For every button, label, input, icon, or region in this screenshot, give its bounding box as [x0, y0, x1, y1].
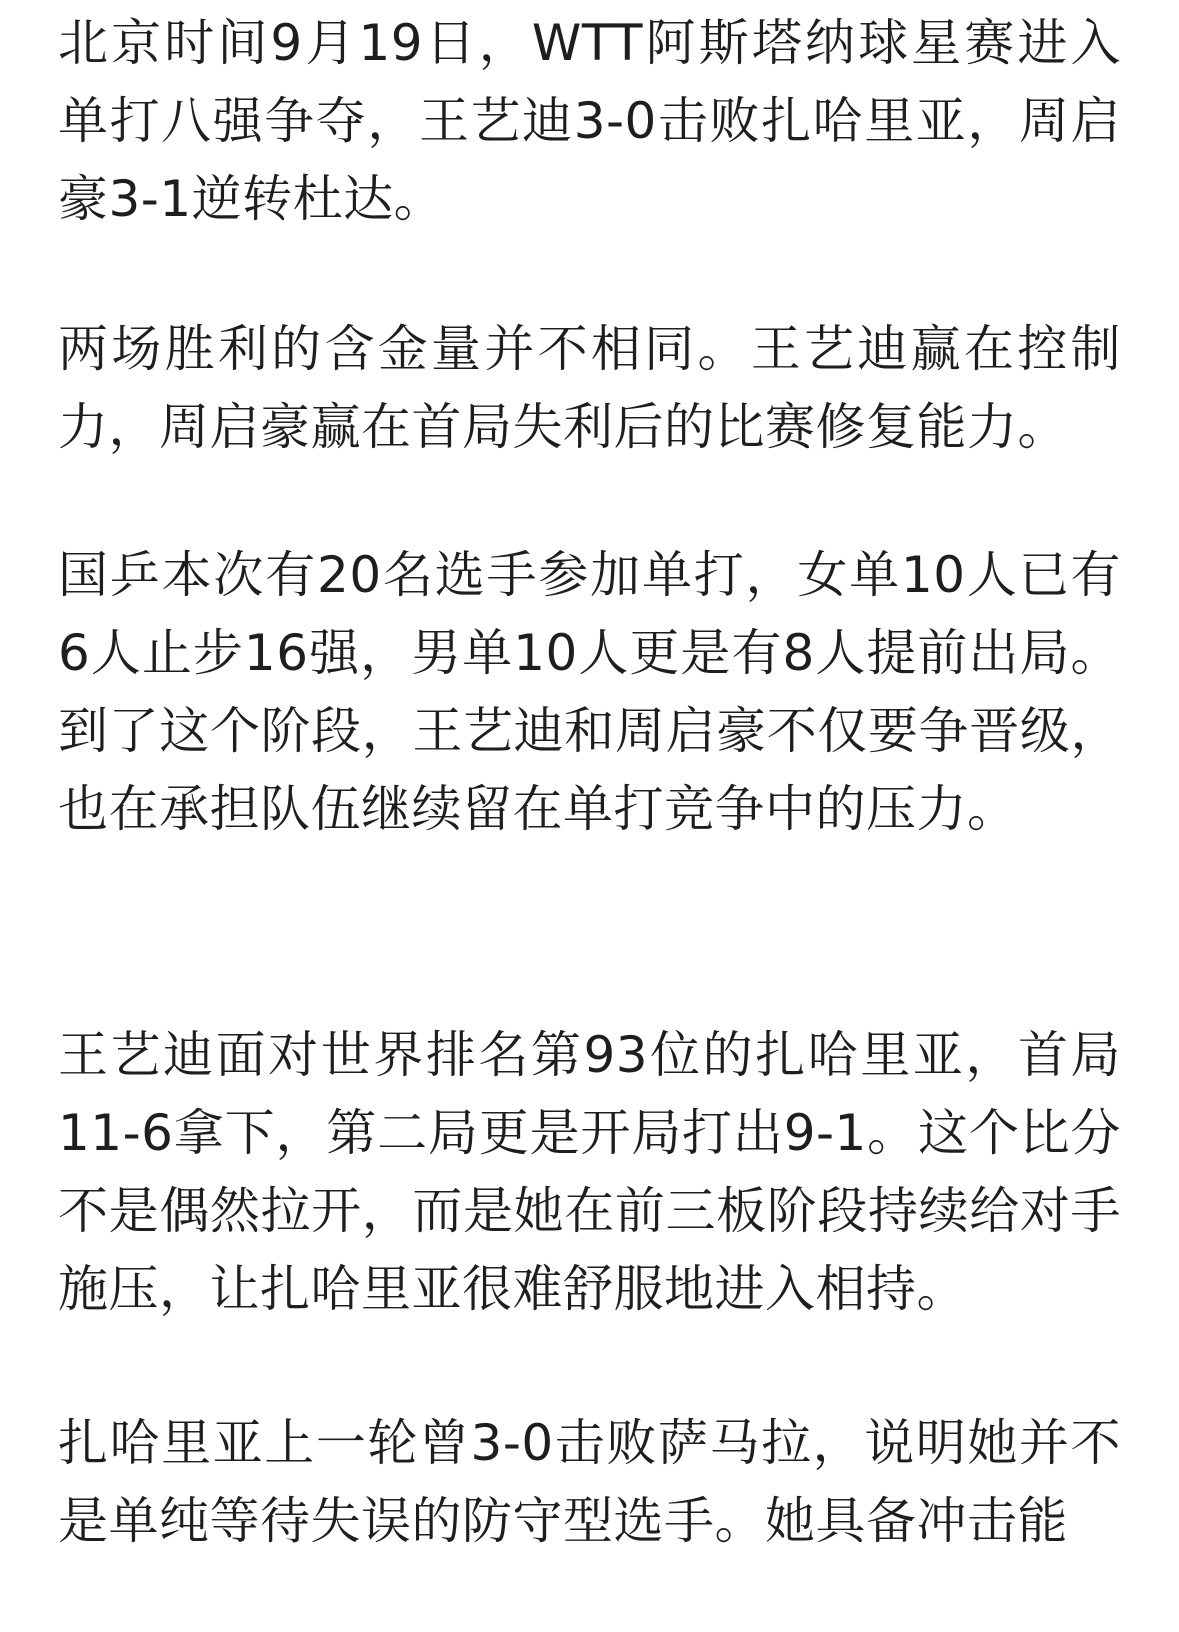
- article-paragraph: 国乒本次有20名选手参加单打，女单10人已有6人止步16强，男单10人更是有8人提前出局。到了这个阶段，王艺迪和周启豪不仅要争晋级，也在承担队伍继续留在单打竞争中的压力。: [58, 546, 1121, 838]
- article-paragraph: 北京时间9月19日，WTT阿斯塔纳球星赛进入单打八强争夺，王艺迪3-0击败扎哈里亚，周启豪3-1逆转杜达。: [58, 14, 1121, 228]
- article-paragraph: 扎哈里亚上一轮曾3-0击败萨马拉，说明她并不是单纯等待失误的防守型选手。她具备冲击能: [58, 1414, 1121, 1550]
- article-paragraph: 两场胜利的含金量并不相同。王艺迪赢在控制力，周启豪赢在首局失利后的比赛修复能力。: [58, 320, 1121, 456]
- article-paragraph: 王艺迪面对世界排名第93位的扎哈里亚，首局11-6拿下，第二局更是开局打出9-1。这个比分不是偶然拉开，而是她在前三板阶段持续给对手施压，让扎哈里亚很难舒服地进入相持。: [58, 1026, 1121, 1318]
